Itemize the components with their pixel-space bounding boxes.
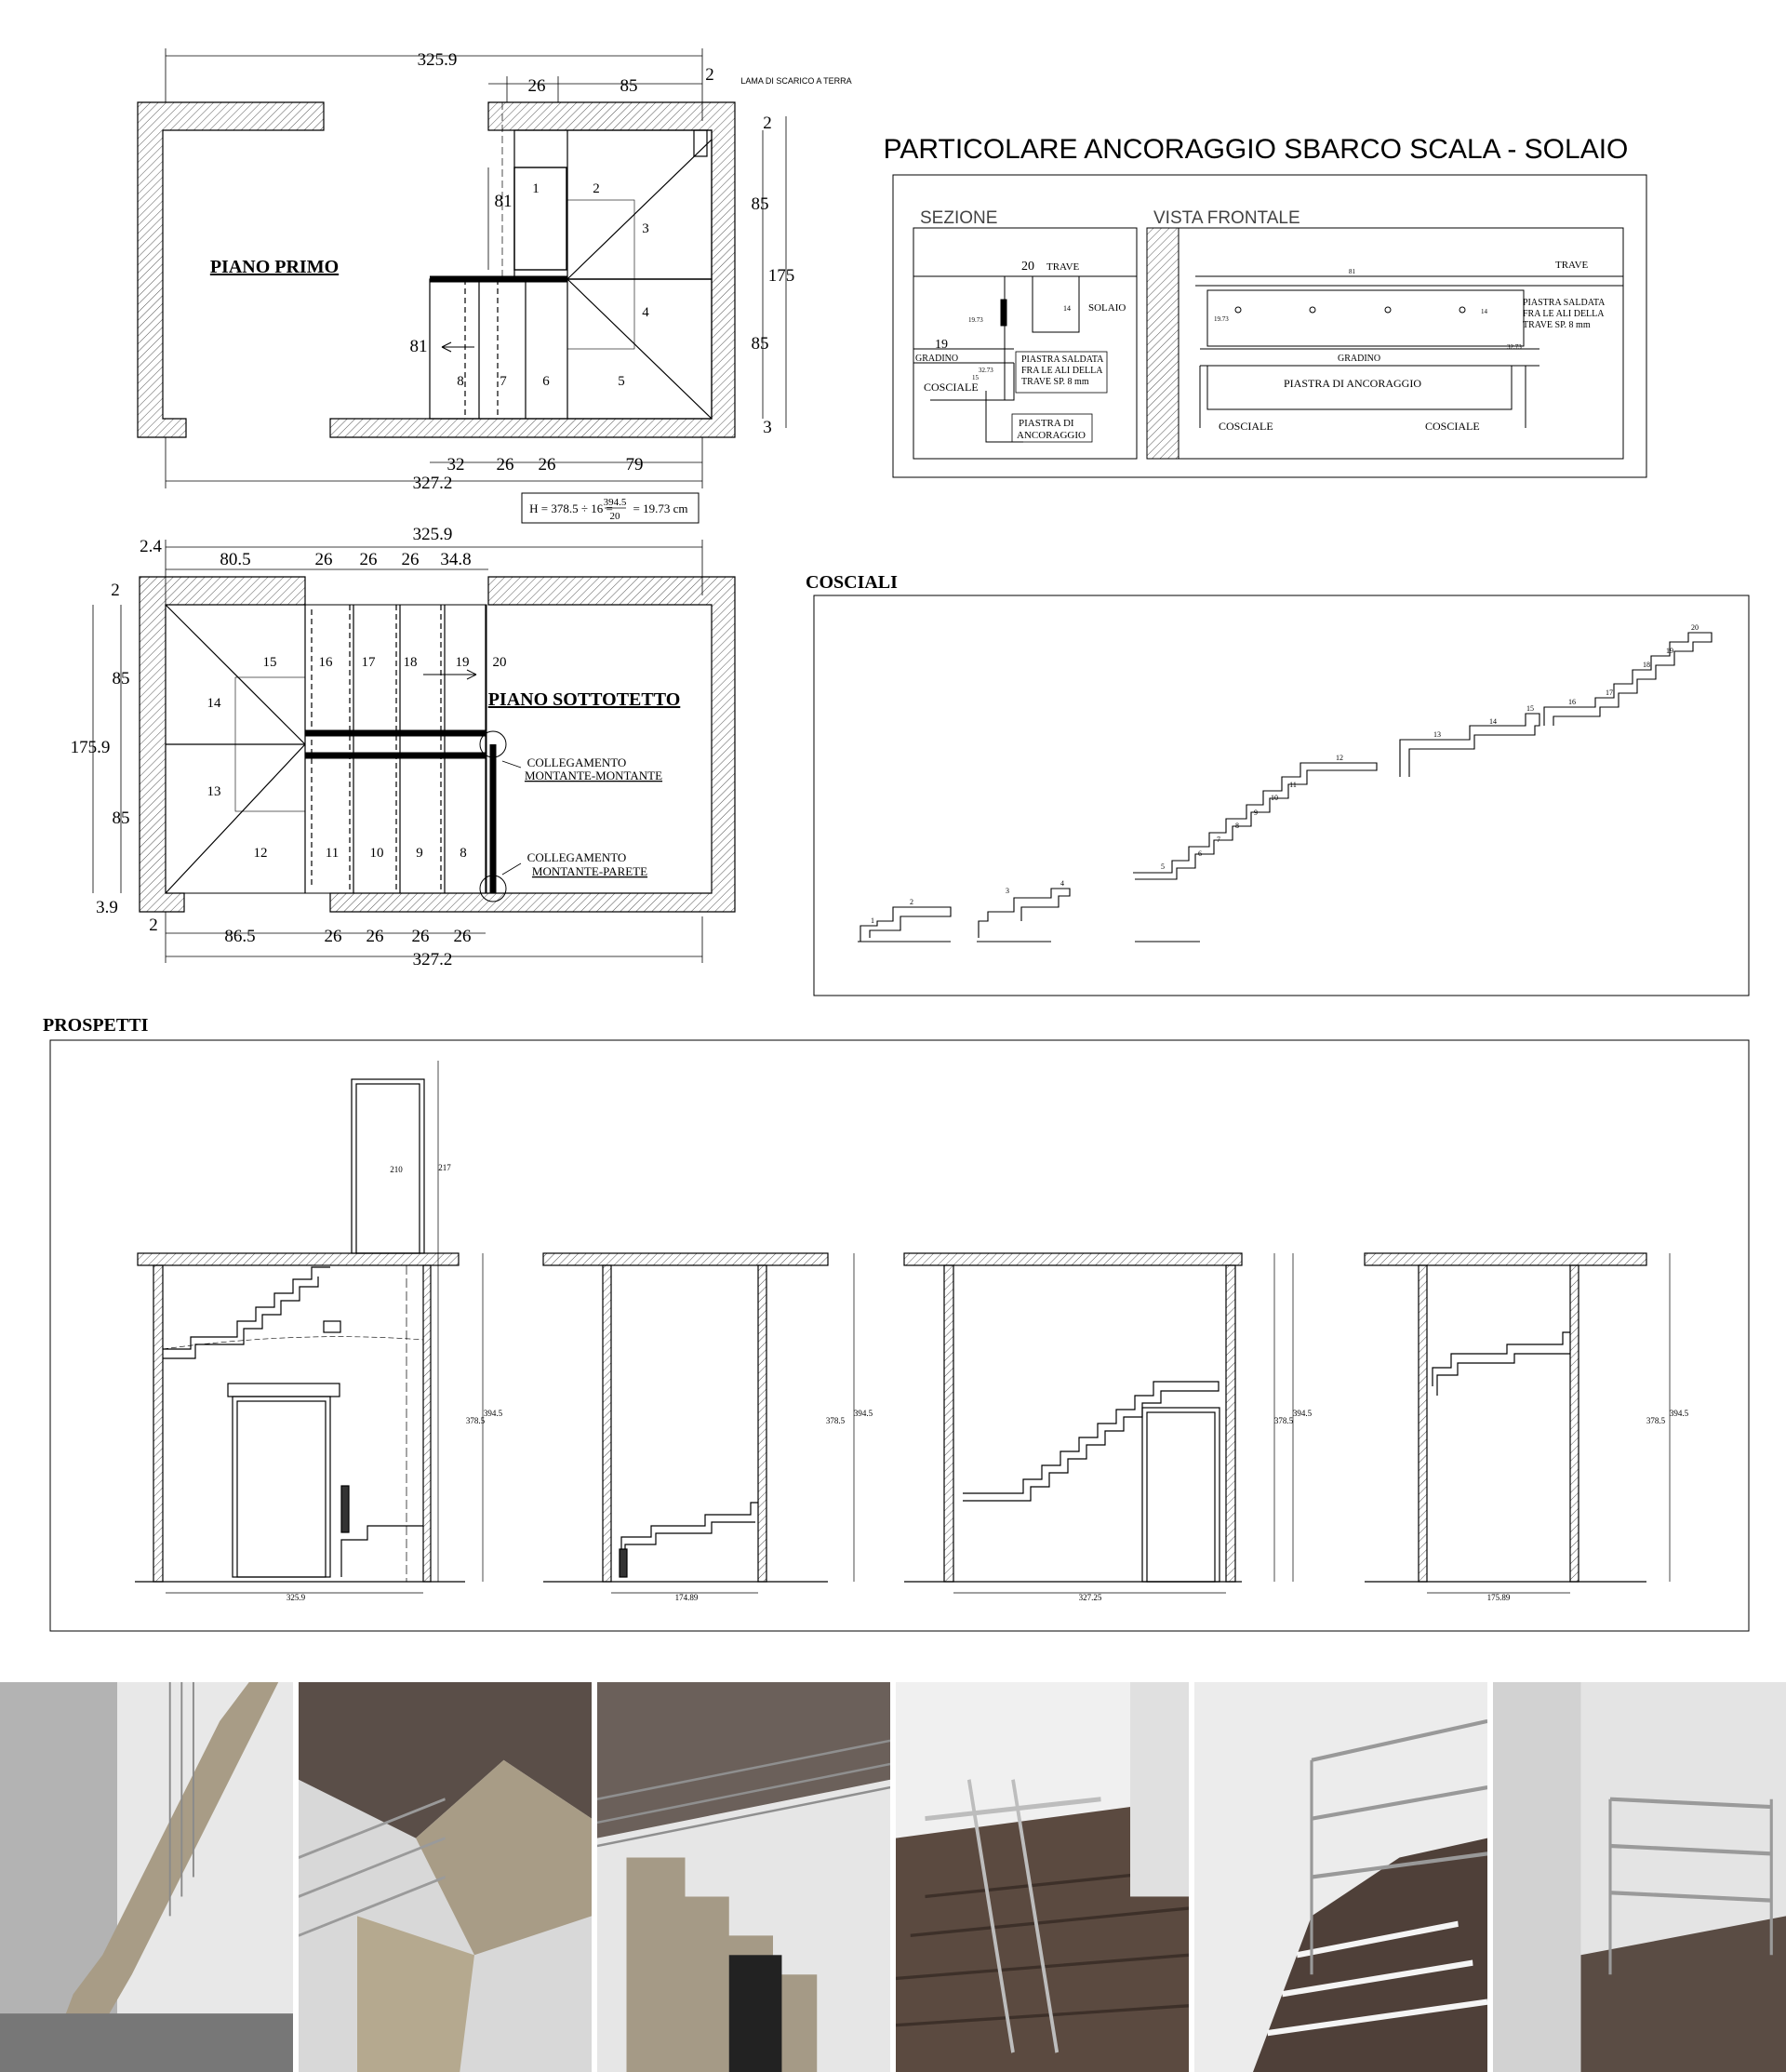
dim-label: 85 [751, 194, 769, 214]
cosciale-step-label: 19 [1666, 647, 1673, 655]
dim-label: 26 [411, 927, 430, 946]
formula-lhs: H = 378.5 ÷ 16 = [529, 501, 613, 515]
dim-label: 26 [453, 927, 472, 946]
dim-label: 2.4 [140, 537, 162, 556]
cosciale-step-label: 3 [1006, 887, 1009, 895]
cosciale-step-label: 10 [1271, 794, 1278, 802]
piastra-ancoraggio-a: PIASTRA DI [1019, 418, 1074, 429]
cosciale-step-label: 12 [1336, 754, 1343, 762]
piano-sottotetto-title: PIANO SOTTOTETTO [487, 689, 681, 710]
prospetto-dim-3785: 378.5 [825, 1416, 846, 1425]
stair-photo-1 [0, 1682, 293, 2072]
vista-dim-1973: 19.73 [1214, 315, 1229, 323]
prospetto-dim-17489: 174.89 [674, 1593, 699, 1602]
cosciale-step-label: 16 [1568, 698, 1576, 706]
dim-label: 86.5 [224, 927, 256, 946]
vista-dim-3273: 32.73 [1507, 343, 1522, 351]
step-number: 18 [403, 655, 418, 670]
dim-label: 3 [763, 418, 772, 437]
cosciale-step-label: 2 [910, 898, 913, 906]
dim-label: 175 [767, 266, 795, 286]
detail-dim-1973: 19.73 [968, 316, 983, 324]
cosciali-step-labels [871, 623, 1699, 925]
dim-label: 32 [446, 455, 465, 475]
prospetto-dim-3785: 378.5 [1273, 1416, 1294, 1425]
piastra-saldata-c: TRAVE SP. 8 mm [1021, 377, 1089, 387]
step-number: 2 [593, 181, 600, 196]
dim-label: 26 [359, 550, 378, 569]
step-number: 7 [500, 374, 507, 389]
cosciale-step-label: 14 [1489, 717, 1497, 726]
cosciali-title: COSCIALI [806, 572, 898, 593]
cosciale-step-label: 7 [1217, 835, 1220, 844]
dim-label: 3.9 [96, 898, 118, 917]
cosciale-step-label: 4 [1060, 879, 1064, 888]
step-number: 19 [455, 655, 470, 670]
detail-dim-15: 15 [972, 374, 979, 381]
prospetto-dim-3945: 394.5 [483, 1409, 503, 1418]
dim-label: 34.8 [440, 550, 472, 569]
dim-label: 2 [705, 65, 714, 85]
step-number: 1 [532, 181, 540, 196]
cosciale-step-label: 13 [1433, 730, 1441, 739]
sezione-label: SEZIONE [920, 208, 998, 228]
cosciale-step-label: 5 [1161, 862, 1165, 871]
dim-label: 26 [496, 455, 514, 475]
dim-label: 85 [112, 809, 130, 828]
piastra-ancoraggio-b: ANCORAGGIO [1017, 430, 1086, 441]
dim-label: 2 [763, 114, 772, 133]
note-collegamento-2a: COLLEGAMENTO [526, 850, 627, 864]
detail-section [884, 134, 1646, 477]
prospetto-dim-3259: 325.9 [286, 1593, 306, 1602]
step-number: 3 [642, 221, 649, 236]
cosciale-step-label: 6 [1198, 849, 1202, 858]
cosciale-step-label: 20 [1691, 623, 1699, 632]
detail-dim-14: 14 [1063, 304, 1071, 313]
detail-dim-3273: 32.73 [979, 367, 993, 374]
cosciali-section [806, 572, 1749, 996]
vista-trave-label: TRAVE [1555, 260, 1589, 271]
dim-label: 327.2 [412, 474, 453, 493]
detail-dim-20: 20 [1021, 260, 1034, 274]
dim-label: 26 [527, 76, 546, 96]
vista-cosciale-left: COSCIALE [1219, 420, 1273, 433]
vista-gradino-label: GRADINO [1338, 354, 1381, 364]
prospetto-dim-3785: 378.5 [1646, 1416, 1666, 1425]
prospetto-dim-217: 217 [438, 1163, 451, 1172]
step-number: 15 [262, 655, 277, 670]
step-number: 16 [318, 655, 333, 670]
vista-frontale-label: VISTA FRONTALE [1153, 208, 1300, 228]
detail-solaio-label: SOLAIO [1088, 302, 1126, 314]
step-number: 11 [325, 846, 340, 861]
formula-rhs: = 19.73 cm [633, 501, 688, 515]
step-number: 17 [361, 655, 376, 670]
step-number: 9 [416, 846, 423, 861]
note-collegamento-2b: MONTANTE-PARETE [531, 864, 648, 878]
dim-label: 85 [620, 76, 638, 96]
prospetti-section [43, 1015, 1749, 1631]
detail-trave-label: TRAVE [1046, 261, 1080, 273]
vista-dim-14: 14 [1481, 308, 1487, 315]
dim-label: 81 [494, 192, 513, 211]
prospetto-dim-210: 210 [390, 1165, 403, 1174]
dim-label: 2 [149, 916, 158, 935]
note-collegamento-1a: COLLEGAMENTO [526, 755, 627, 769]
formula-num: 394.5 [603, 497, 627, 508]
step-number: 20 [492, 655, 507, 670]
note-collegamento-1b: MONTANTE-MONTANTE [524, 769, 663, 782]
dim-label: 81 [409, 337, 428, 356]
dim-label: 2 [111, 581, 120, 600]
stair-photo-5 [1194, 1682, 1487, 2072]
dim-label: 325.9 [412, 525, 453, 544]
step-number: 12 [253, 846, 268, 861]
detail-cosciale-label: COSCIALE [924, 381, 979, 394]
vista-dim-81: 81 [1349, 268, 1355, 275]
dim-label: 80.5 [220, 550, 251, 569]
dim-label: 85 [751, 334, 769, 354]
dim-label: 327.2 [412, 950, 453, 969]
dim-label: 325.9 [417, 50, 458, 70]
cosciale-step-label: 15 [1526, 704, 1534, 713]
stair-photo-6 [1493, 1682, 1786, 2072]
formula-den: 20 [609, 511, 620, 522]
piano-primo-title: PIANO PRIMO [209, 257, 340, 277]
dim-label: 26 [538, 455, 556, 475]
plan-piano-sottotetto [93, 540, 735, 963]
detail-dim-19: 19 [935, 338, 948, 352]
prospetto-dim-3945: 394.5 [1669, 1409, 1689, 1418]
detail-gradino-label: GRADINO [915, 354, 959, 364]
cosciale-step-label: 8 [1235, 822, 1239, 830]
dim-label: 26 [324, 927, 342, 946]
prospetto-dim-3945: 394.5 [853, 1409, 873, 1418]
prospetto-dim-17589: 175.89 [1486, 1593, 1511, 1602]
step-number: 14 [207, 696, 221, 711]
stair-photo-4 [896, 1682, 1189, 2072]
piastra-saldata-b: FRA LE ALI DELLA [1021, 366, 1103, 376]
dim-label: 85 [112, 669, 130, 688]
cosciale-step-label: 1 [871, 916, 874, 925]
vista-cosciale-right: COSCIALE [1425, 420, 1480, 433]
cosciale-step-label: 17 [1606, 688, 1613, 697]
prospetto-dim-3785: 378.5 [465, 1416, 486, 1425]
vista-piastra-saldata-c: TRAVE SP. 8 mm [1523, 320, 1591, 330]
dim-label: 26 [401, 550, 420, 569]
step-number: 5 [618, 374, 625, 389]
step-number: 6 [542, 374, 550, 389]
cosciale-step-label: 18 [1643, 661, 1650, 669]
step-number: 10 [369, 846, 384, 861]
vista-piastra-saldata-a: PIASTRA SALDATA [1523, 298, 1606, 308]
vista-piastra-ancoraggio-label: PIASTRA DI ANCORAGGIO [1284, 377, 1422, 390]
step-number: 8 [460, 846, 467, 861]
cosciale-step-label: 11 [1289, 781, 1297, 789]
prospetto-dim-32725: 327.25 [1078, 1593, 1102, 1602]
note-lama-scarico: LAMA DI SCARICO A TERRA [740, 76, 852, 86]
dim-label: 175.9 [70, 738, 111, 757]
detail-title: PARTICOLARE ANCORAGGIO SBARCO SCALA - SOLAIO [883, 134, 1629, 165]
cosciale-step-label: 9 [1254, 809, 1258, 817]
prospetto-dim-3945: 394.5 [1292, 1409, 1313, 1418]
dim-label: 26 [366, 927, 384, 946]
stair-photo-3 [597, 1682, 890, 2072]
piastra-saldata-a: PIASTRA SALDATA [1021, 354, 1104, 365]
step-number: 4 [642, 305, 649, 320]
step-number: 8 [457, 374, 464, 389]
dim-label: 26 [314, 550, 333, 569]
prospetti-title: PROSPETTI [43, 1015, 149, 1036]
vista-piastra-saldata-b: FRA LE ALI DELLA [1523, 309, 1605, 319]
step-number: 13 [207, 784, 221, 799]
dim-label: 79 [625, 455, 644, 475]
photo-strip [0, 1682, 1786, 2072]
stair-photo-2 [299, 1682, 592, 2072]
